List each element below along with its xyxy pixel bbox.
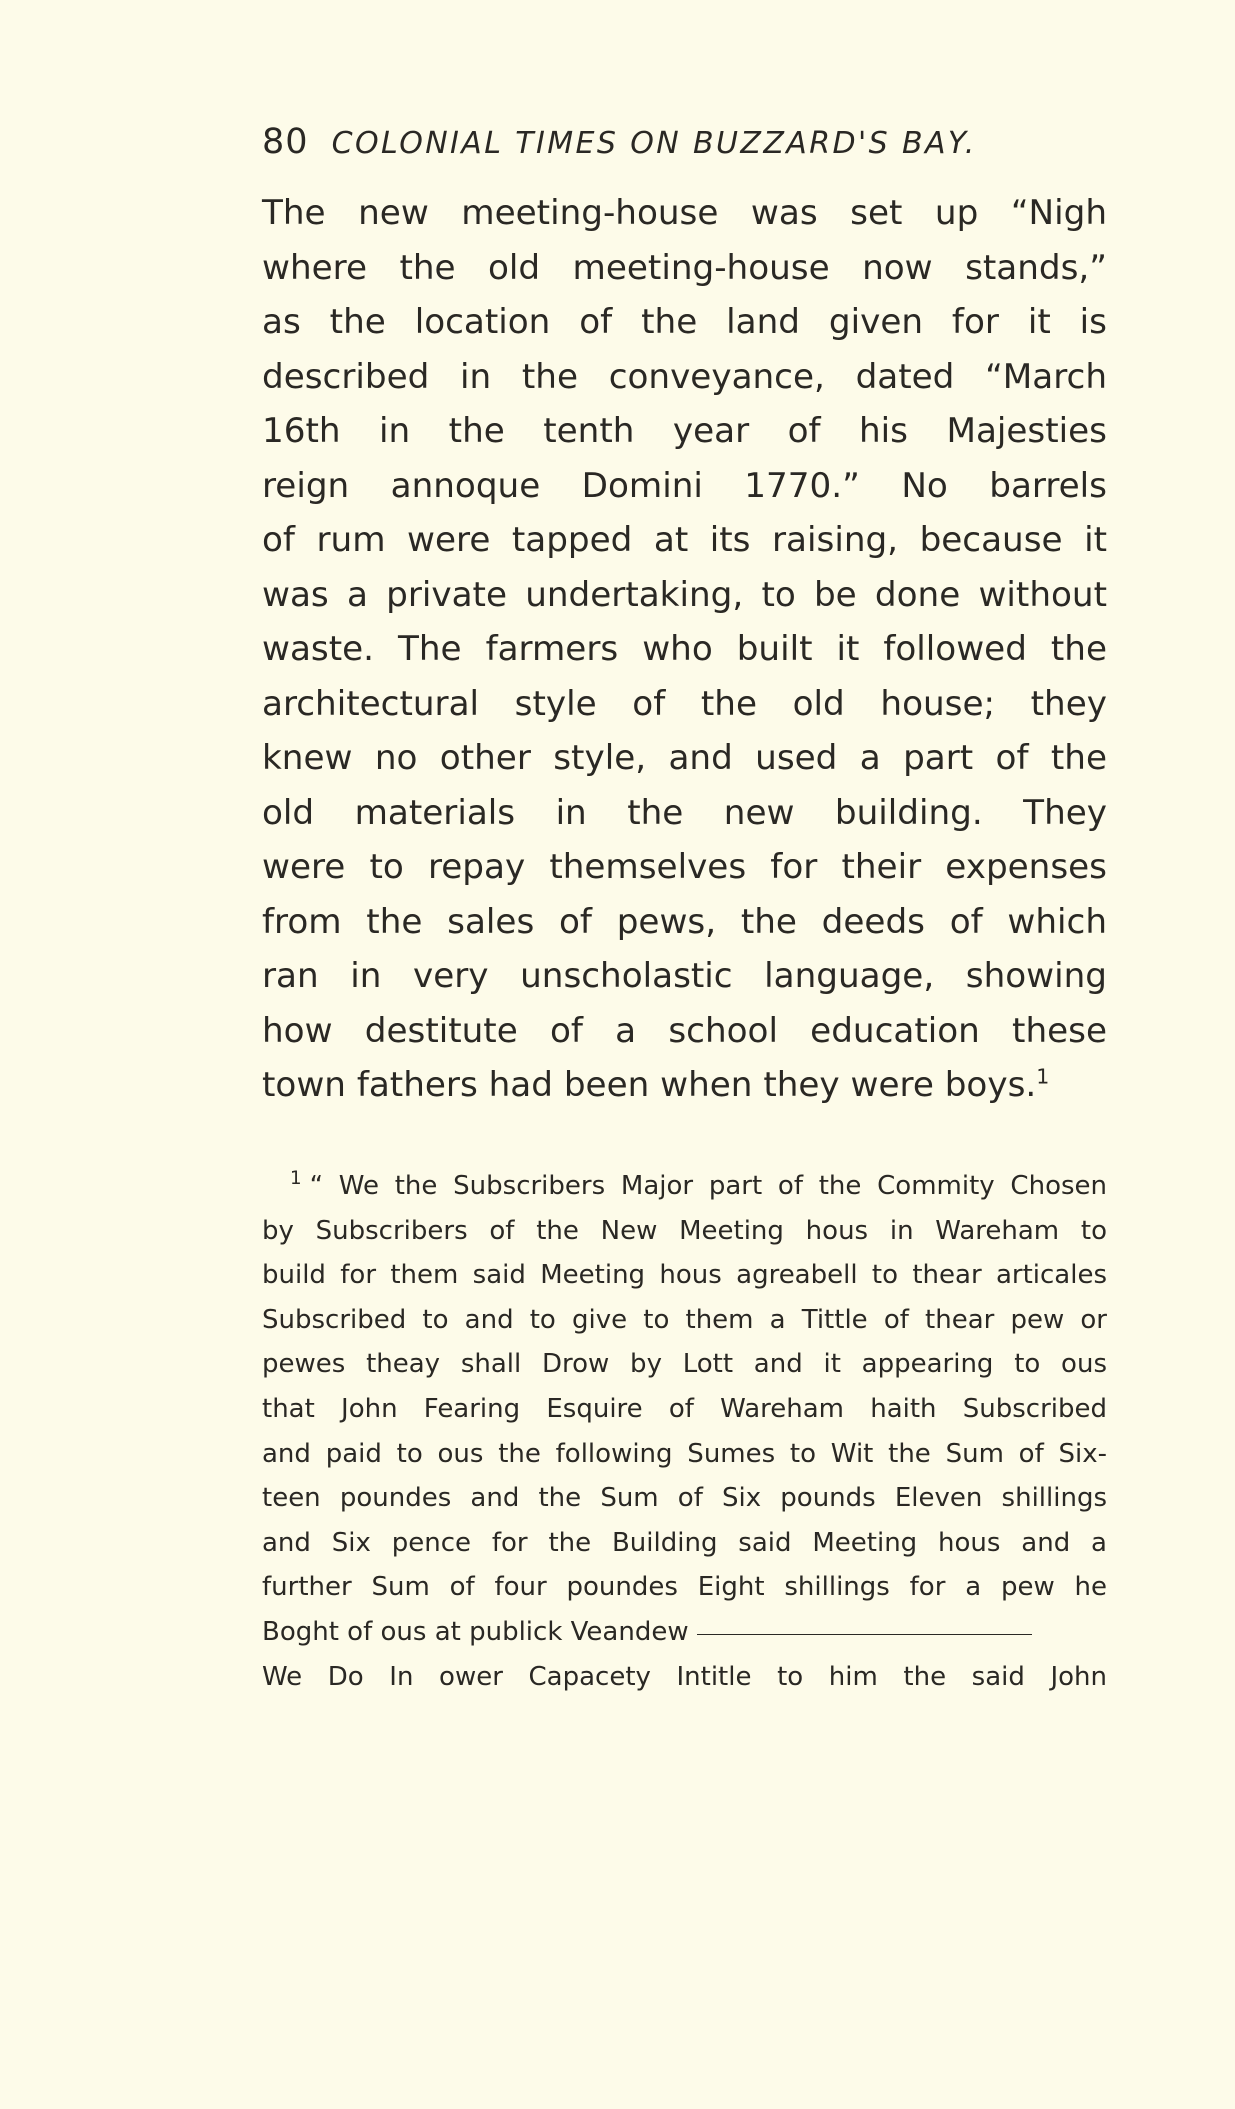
body-line: of rum were tapped at its raising, because it: [262, 520, 1107, 560]
body-line-last: [262, 1058, 1107, 1113]
body-line-text: town fathers had been when they were boys.: [262, 1065, 1037, 1105]
body-paragraph: [262, 186, 1107, 1113]
footnote-line: Subscribed to and to give to them a Tittle of thear pew or: [262, 1304, 1107, 1335]
footnote-line: and paid to ous the following Sumes to Wit the Sum of Six-: [262, 1438, 1107, 1469]
page-header: [262, 122, 1122, 172]
footnote-line-first: [262, 1164, 1107, 1209]
body-line: were to repay themselves for their expenses: [262, 847, 1107, 887]
footnote-reference: 1: [1036, 1064, 1050, 1089]
footnote: [262, 1164, 1107, 1699]
body-line: 16th in the tenth year of his Majesties: [262, 411, 1107, 451]
footnote-line: We Do In ower Capacety Intitle to him the said John: [262, 1661, 1107, 1692]
body-line: how destitute of a school education these: [262, 1010, 1107, 1051]
footnote-line: pewes theay shall Drow by Lott and it appearing to ous: [262, 1349, 1107, 1380]
dash-rule: [697, 1634, 1032, 1635]
body-line: as the location of the land given for it is: [262, 302, 1107, 342]
running-title: COLONIAL TIMES ON BUZZARD'S BAY.: [331, 126, 977, 161]
footnote-line: teen poundes and the Sum of Six pounds Eleven shillings: [262, 1483, 1107, 1514]
page-number: 80: [262, 122, 309, 162]
body-line: ran in very unscholastic language, showing: [262, 956, 1107, 996]
body-line: waste. The farmers who built it followed the: [262, 629, 1107, 669]
body-line: was a private undertaking, to be done without: [262, 574, 1107, 615]
footnote-marker: 1: [290, 1168, 302, 1190]
footnote-line: by Subscribers of the New Meeting hous in Wareham to: [262, 1215, 1107, 1246]
footnote-line-text: “ We the Subscribers Major part of the Commity Chosen: [309, 1171, 1107, 1201]
footnote-line: and Six pence for the Building said Meeting hous and a: [262, 1527, 1107, 1558]
body-line: architectural style of the old house; they: [262, 683, 1107, 724]
footnote-line: further Sum of four poundes Eight shillings for a pew he: [262, 1572, 1107, 1603]
body-line: described in the conveyance, dated “March: [262, 356, 1107, 397]
body-line: from the sales of pews, the deeds of which: [262, 901, 1107, 942]
footnote-line-with-rule: [262, 1610, 1107, 1655]
footnote-line-text: Boght of ous at publick Veandew: [262, 1616, 689, 1647]
body-line: old materials in the new building. They: [262, 792, 1107, 833]
footnote-line: that John Fearing Esquire of Wareham haith Subscribed: [262, 1393, 1107, 1424]
body-line: The new meeting-house was set up “Nigh: [262, 193, 1107, 233]
body-line: where the old meeting-house now stands,”: [262, 247, 1107, 288]
body-line: knew no other style, and used a part of the: [262, 738, 1107, 778]
footnote-line: build for them said Meeting hous agreabell to thear articales: [262, 1260, 1107, 1291]
body-line: reign annoque Domini 1770.” No barrels: [262, 465, 1107, 506]
